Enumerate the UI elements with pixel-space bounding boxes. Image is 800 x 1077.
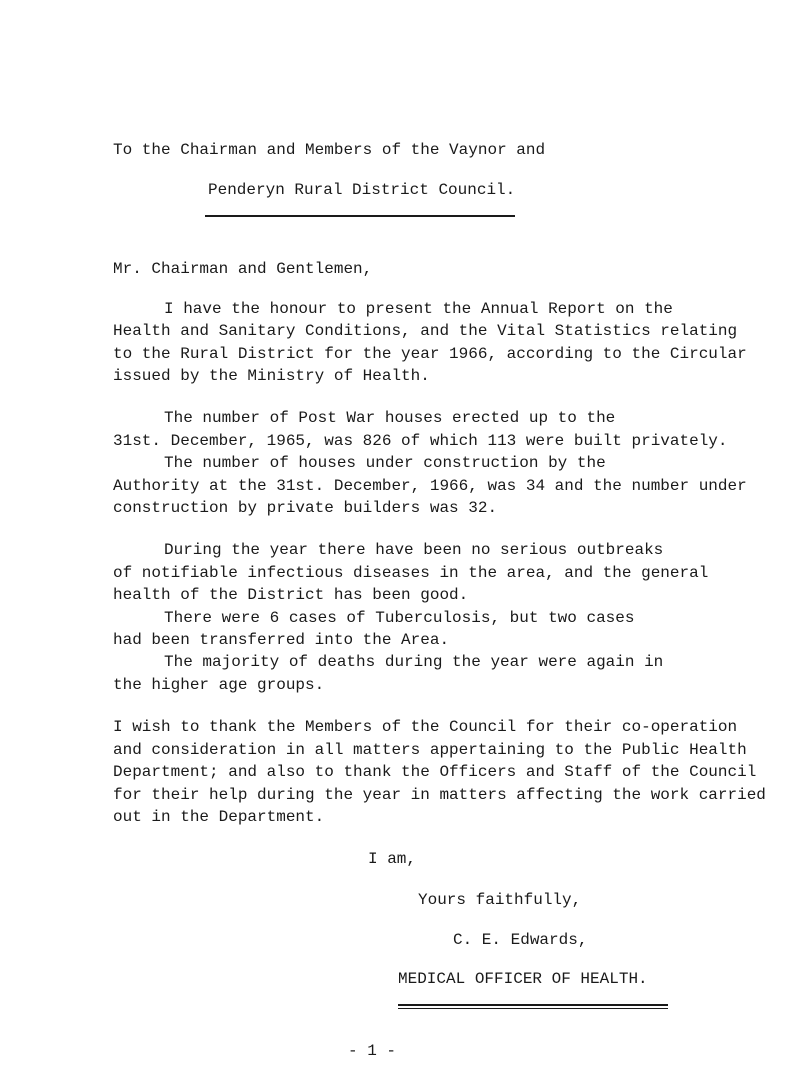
salutation: Mr. Chairman and Gentlemen, — [113, 260, 373, 278]
closing-i-am: I am, — [368, 850, 417, 868]
paragraph-3-line-5: had been transferred into the Area. — [113, 631, 450, 649]
paragraph-4-line-2: and consideration in all matters appertaining to the Public Health — [113, 741, 747, 759]
paragraph-1-line-2: Health and Sanitary Conditions, and the Vital Statistics relating — [113, 322, 738, 340]
paragraph-2-line-4: Authority at the 31st. December, 1966, was 34 and the number under — [113, 477, 747, 495]
signature-underline — [398, 1004, 668, 1006]
paragraph-2-line-5: construction by private builders was 32. — [113, 499, 498, 517]
address-underline — [205, 215, 515, 217]
paragraph-4-line-4: for their help during the year in matters affecting the work carried — [113, 786, 766, 804]
paragraph-3-line-1: During the year there have been no serious outbreaks — [164, 541, 664, 559]
paragraph-3-line-6: The majority of deaths during the year were again in — [164, 653, 664, 671]
paragraph-2-line-1: The number of Post War houses erected up to the — [164, 409, 616, 427]
paragraph-4-line-1: I wish to thank the Members of the Council for their co-operation — [113, 718, 738, 736]
signatory-name: C. E. Edwards, — [453, 931, 588, 949]
paragraph-2-line-3: The number of houses under construction by the — [164, 454, 606, 472]
paragraph-2-line-2: 31st. December, 1965, was 826 of which 113 were built privately. — [113, 432, 728, 450]
signatory-title: MEDICAL OFFICER OF HEALTH. — [398, 970, 648, 988]
address-line-2: Penderyn Rural District Council. — [208, 181, 516, 199]
page-number: - 1 - — [348, 1042, 397, 1060]
paragraph-3-line-7: the higher age groups. — [113, 676, 325, 694]
paragraph-4-line-3: Department; and also to thank the Officers and Staff of the Council — [113, 763, 757, 781]
paragraph-3-line-3: health of the District has been good. — [113, 586, 469, 604]
address-line-1: To the Chairman and Members of the Vaynor and — [113, 141, 546, 159]
paragraph-3-line-2: of notifiable infectious diseases in the area, and the general — [113, 564, 709, 582]
paragraph-4-line-5: out in the Department. — [113, 808, 325, 826]
paragraph-1-line-3: to the Rural District for the year 1966, according to the Circular — [113, 345, 747, 363]
paragraph-3-line-4: There were 6 cases of Tuberculosis, but two cases — [164, 609, 635, 627]
paragraph-1-line-4: issued by the Ministry of Health. — [113, 367, 430, 385]
closing-yours-faithfully: Yours faithfully, — [418, 891, 582, 909]
paragraph-1-line-1: I have the honour to present the Annual Report on the — [164, 300, 673, 318]
